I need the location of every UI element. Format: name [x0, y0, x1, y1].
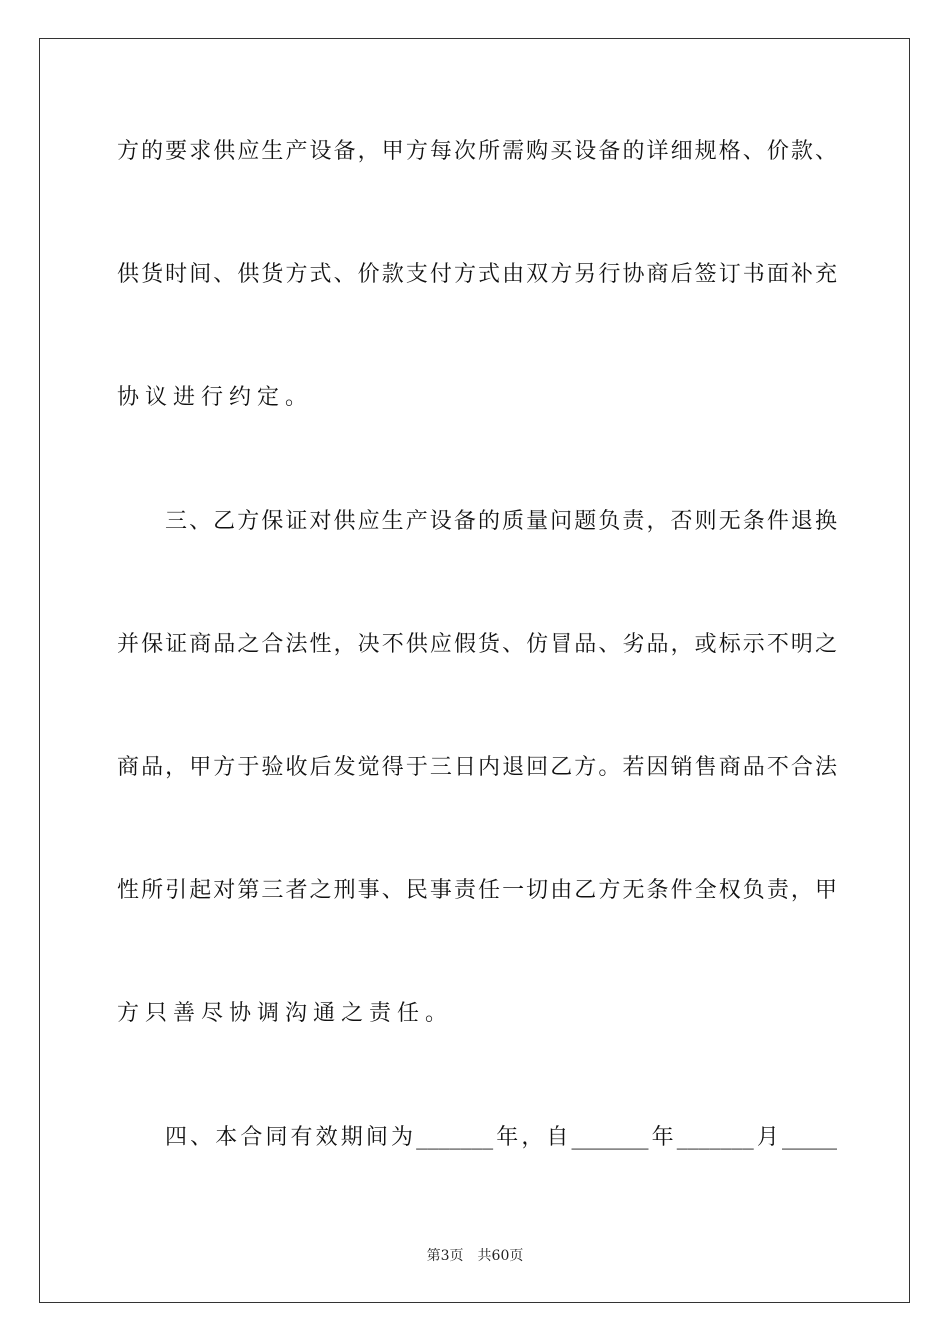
text-line: 商品，甲方于验收后发觉得于三日内退回乙方。若因销售商品不合法	[117, 755, 837, 780]
text-line: 供货时间、供货方式、价款支付方式由双方另行协商后签订书面补充	[117, 262, 837, 287]
text-line: 四、本合同有效期间为_______年，自_______年_______月_____	[165, 1125, 837, 1150]
text-line: 三、乙方保证对供应生产设备的质量问题负责，否则无条件退换	[165, 509, 837, 534]
page-border	[39, 38, 910, 1303]
text-line: 并保证商品之合法性，决不供应假货、仿冒品、劣品，或标示不明之	[117, 632, 837, 657]
page-total: 共60页	[477, 1248, 524, 1264]
page-number: 第3页	[426, 1248, 464, 1264]
text-line: 方的要求供应生产设备，甲方每次所需购买设备的详细规格、价款、	[117, 139, 837, 164]
text-line: 性所引起对第三者之刑事、民事责任一切由乙方无条件全权负责，甲	[117, 878, 837, 903]
page-footer	[0, 1247, 950, 1265]
text-line: 方只善尽协调沟通之责任。	[117, 1001, 454, 1026]
text-line: 协议进行约定。	[117, 385, 314, 410]
